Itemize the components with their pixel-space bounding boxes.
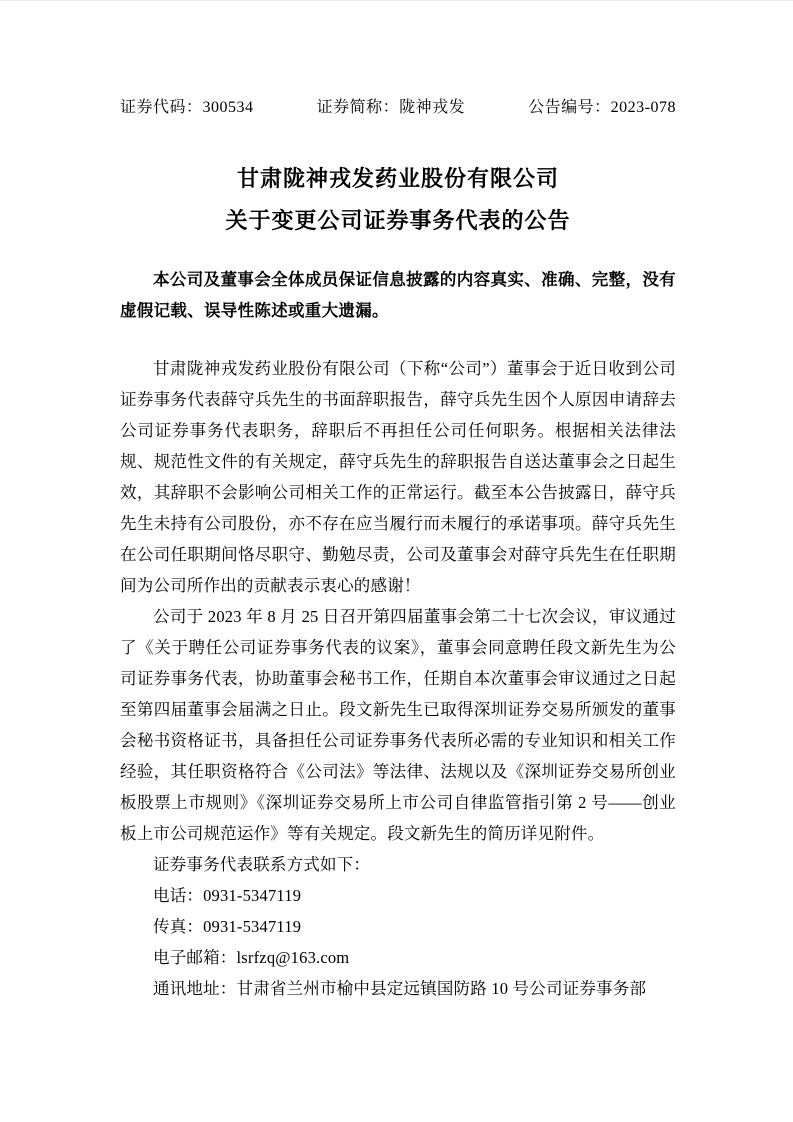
stock-abbr <box>317 98 466 118</box>
body-text <box>120 353 676 1004</box>
stock-code-value: 300534 <box>202 99 254 116</box>
declaration-statement: 本公司及董事会全体成员保证信息披露的内容真实、准确、完整，没有虚假记载、误导性陈述或重大遗漏。 <box>120 270 676 320</box>
contact-row-phone <box>120 880 676 911</box>
announcement-number <box>528 98 676 118</box>
title-block <box>120 158 676 242</box>
phone-label: 电话： <box>153 886 204 905</box>
fax-label: 传真： <box>153 917 204 936</box>
announcement-number-label: 公告编号： <box>528 99 611 116</box>
stock-abbr-label: 证券简称： <box>316 99 400 116</box>
body-paragraph-contact-intro: 证券事务代表联系方式如下： <box>153 855 371 874</box>
announcement-number-value: 2023-078 <box>610 99 676 116</box>
announcement-title: 关于变更公司证券事务代表的公告 <box>225 208 571 233</box>
contact-row-email <box>120 942 676 973</box>
email-value: lsrfzq@163.com <box>236 948 350 967</box>
contact-row-address <box>120 973 676 1004</box>
company-name-title: 甘肃陇神戎发药业股份有限公司 <box>236 166 559 191</box>
fax-value: 0931-5347119 <box>203 917 302 936</box>
phone-value: 0931-5347119 <box>203 886 302 905</box>
stock-code <box>120 98 254 118</box>
stock-abbr-value: 陇神戎发 <box>399 99 466 116</box>
stock-code-label: 证券代码： <box>120 99 203 116</box>
document-content <box>0 1 793 1004</box>
address-value: 甘肃省兰州市榆中县定远镇国防路 10 号公司证券事务部 <box>236 979 647 998</box>
address-label: 通讯地址： <box>153 979 237 998</box>
contact-row-fax <box>120 911 676 942</box>
body-paragraph-resignation: 甘肃陇神戎发药业股份有限公司（下称“公司”）董事会于近日收到公司证券事务代表薛守兵先生的书面辞职报告，薛守兵先生因个人原因申请辞去公司证券事务代表职务，辞职后不再担任公司任何职务。根据相关法律法规、规范性文件的有关规定，薛守兵先生的辞职报告自送达董事会之日起生效，其辞职不会影响公司相关工作的正常运行。截至本公告披露日，薛守兵先生未持有公司股份，亦不存在应当履行而未履行的承诺事项。薛守兵先生在公司任职期间恪尽职守、勤勉尽责，公司及董事会对薛守兵先生在任职期间为公司所作出的贡献表示衷心的感谢！ <box>120 359 676 595</box>
body-paragraph-appointment: 公司于 2023 年 8 月 25 日召开第四届董事会第二十七次会议，审议通过了《关于聘任公司证券事务代表的议案》，董事会同意聘任段文新先生为公司证券事务代表，协助董事会秘书工作，任期自本次董事会审议通过之日起至第四届董事会届满之日止。段文新先生已取得深圳证券交易所颁发的董事会秘书资格证书，具备担任公司证券事务代表所必需的专业知识和相关工作经验，其任职资格符合《公司法》等法律、法规以及《深圳证券交易所创业板股票上市规则》《深圳证券交易所上市公司自律监管指引第 2 号——创业板上市公司规范运作》等有关规定。段文新先生的简历详见附件。 <box>120 607 676 843</box>
email-label: 电子邮箱： <box>153 948 237 967</box>
document-header <box>120 98 676 118</box>
